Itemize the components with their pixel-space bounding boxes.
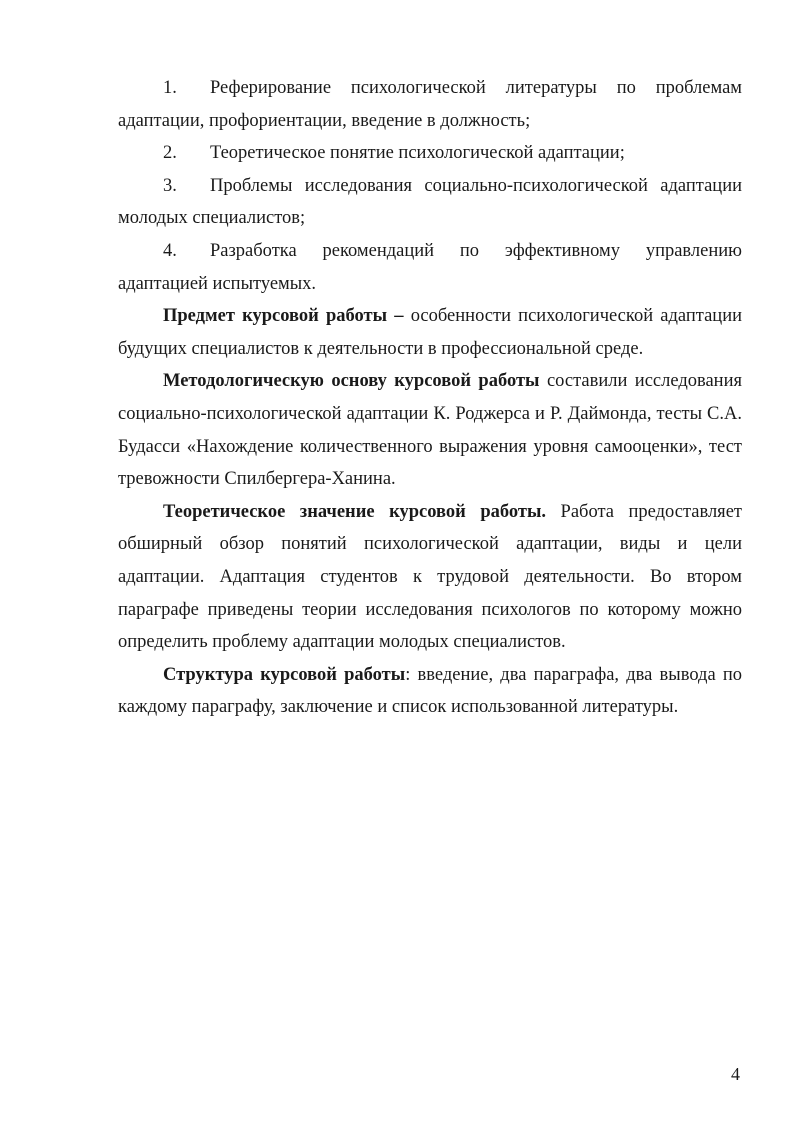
paragraph-heading: Предмет курсовой работы –	[163, 306, 404, 327]
list-number: 3.	[163, 175, 177, 196]
list-number: 2.	[163, 143, 177, 164]
list-number: 4.	[163, 240, 177, 261]
theoretical-significance-paragraph	[118, 496, 742, 659]
paragraph-heading: Структура курсовой работы	[163, 664, 406, 685]
list-text: Проблемы исследования социально-психологической адаптации молодых специалистов;	[118, 175, 742, 229]
methodology-paragraph	[118, 365, 742, 495]
page-number: 4	[731, 1064, 740, 1084]
paragraph-text: особенности психологической адаптации будущих специалистов к деятельности в профессиональной среде.	[118, 306, 742, 359]
list-text: Теоретическое понятие психологической адаптации;	[210, 143, 625, 164]
list-item	[118, 170, 742, 235]
paragraph-text: составили исследования социально-психологической адаптации К. Роджерса и Р. Даймонда, тесты С.А. Будасси «Нахождение количественного выражения уровня самооценки», тест тревожности Спилбергера-Ханина.	[118, 371, 742, 490]
paragraph-heading: Методологическую основу курсовой работы	[163, 371, 540, 392]
list-item	[118, 137, 742, 170]
list-text: Реферирование психологической литературы по проблемам адаптации, профориентации, введение в должность;	[118, 78, 742, 131]
structure-paragraph	[118, 659, 742, 724]
list-text: Разработка рекомендаций по эффективному управлению адаптацией испытуемых.	[118, 240, 742, 294]
subject-paragraph	[118, 300, 742, 365]
list-item	[118, 235, 742, 300]
paragraph-text: : введение, два параграфа, два вывода по каждому параграфу, заключение и список использованной литературы.	[118, 664, 742, 718]
document-page	[118, 72, 742, 724]
list-item	[118, 72, 742, 137]
paragraph-heading: Теоретическое значение курсовой работы.	[163, 501, 547, 522]
list-number: 1.	[163, 78, 177, 98]
paragraph-text: Работа предоставляет обширный обзор понятий психологической адаптации, виды и цели адаптации. Адаптация студентов к трудовой деятельности. Во втором параграфе приведены теории исследования психологов по которому можно определить проблему адаптации молодых специалистов.	[118, 501, 742, 653]
